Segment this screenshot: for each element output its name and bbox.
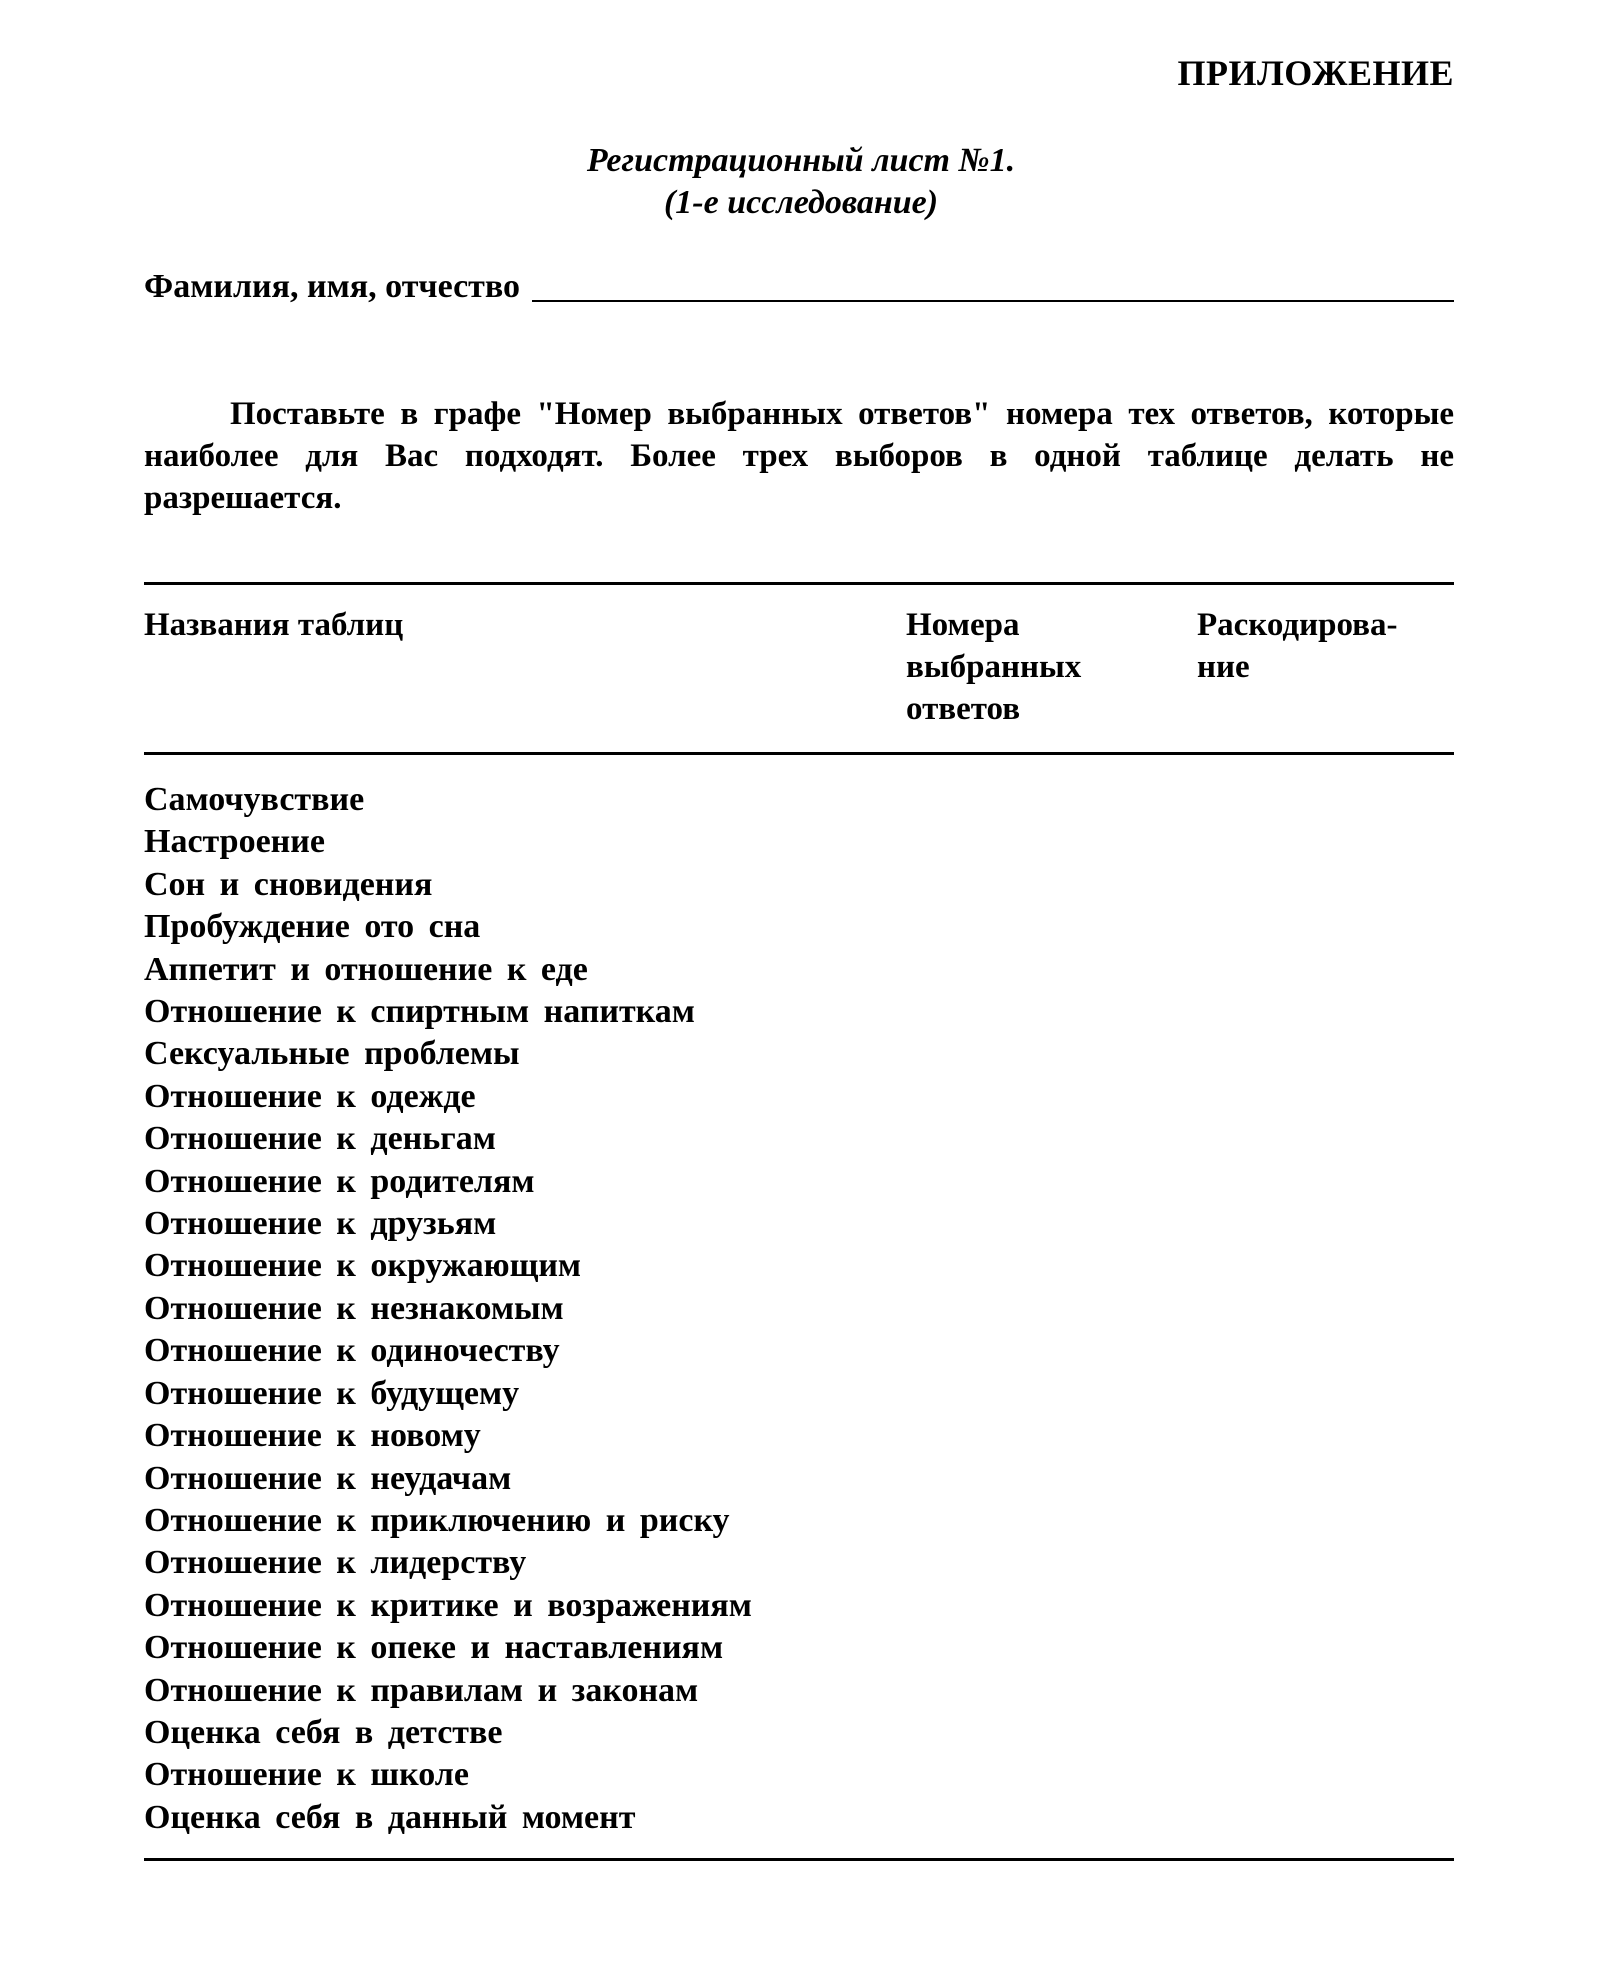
table-row: Отношение к неудачам (144, 1459, 512, 1497)
table-row: Отношение к деньгам (144, 1120, 496, 1158)
name-field-row (144, 268, 1454, 306)
table-top-rule (144, 582, 1454, 585)
table-row: Отношение к окружающим (144, 1247, 582, 1285)
name-field-line[interactable] (532, 300, 1454, 302)
table-row: Оценка себя в детстве (144, 1713, 503, 1751)
table-row: Настроение (144, 823, 325, 861)
table-rows-list (144, 779, 752, 1839)
table-row: Отношение к друзьям (144, 1205, 497, 1243)
table-row: Отношение к приключению и риску (144, 1501, 730, 1539)
table-row: Сон и сновидения (144, 865, 433, 903)
appendix-heading: ПРИЛОЖЕНИЕ (1177, 53, 1454, 93)
table-row: Отношение к опеке и наставлениям (144, 1629, 724, 1667)
table-row: Отношение к правилам и законам (144, 1671, 699, 1709)
column-header-selected-numbers (906, 604, 1136, 730)
table-row: Отношение к будущему (144, 1374, 520, 1412)
table-row: Оценка себя в данный момент (144, 1798, 636, 1836)
table-header-rule (144, 752, 1454, 755)
table-row: Самочувствие (144, 781, 365, 818)
table-row: Отношение к новому (144, 1417, 481, 1455)
column-header-selected-numbers-line: выбранных (906, 649, 1082, 685)
table-row: Отношение к школе (144, 1756, 469, 1794)
table-row: Отношение к критике и возражениям (144, 1586, 752, 1624)
sheet-title: Регистрационный лист №1. (586, 142, 1016, 179)
table-row: Сексуальные проблемы (144, 1035, 520, 1073)
table-row: Отношение к спиртным напиткам (144, 993, 695, 1031)
table-row: Аппетит и отношение к еде (144, 950, 588, 988)
table-bottom-rule (144, 1858, 1454, 1861)
table-row: Отношение к одежде (144, 1077, 476, 1115)
sheet-title-block (0, 140, 1602, 224)
instructions-paragraph: Поставьте в графе "Номер выбранных ответов" номера тех ответов, которые наиболее для Вас подходят. Более трех выборов в одной таблице делать не разрешается. (144, 396, 1454, 516)
column-header-decoding-line: Раскодирова- (1197, 607, 1398, 643)
table-row: Отношение к одиночеству (144, 1332, 560, 1370)
column-header-selected-numbers-line: Номера (906, 607, 1020, 643)
table-row: Пробуждение ото сна (144, 908, 481, 946)
column-header-selected-numbers-line: ответов (906, 691, 1021, 727)
column-header-decoding-line: ние (1197, 649, 1250, 685)
table-row: Отношение к лидерству (144, 1544, 527, 1582)
sheet-subtitle: (1-е исследование) (663, 184, 939, 221)
column-header-table-names: Названия таблиц (144, 607, 404, 643)
name-field-label: Фамилия, имя, отчество (144, 268, 521, 305)
table-row: Отношение к незнакомым (144, 1289, 564, 1327)
table-row: Отношение к родителям (144, 1162, 535, 1200)
column-header-decoding (1197, 604, 1457, 688)
